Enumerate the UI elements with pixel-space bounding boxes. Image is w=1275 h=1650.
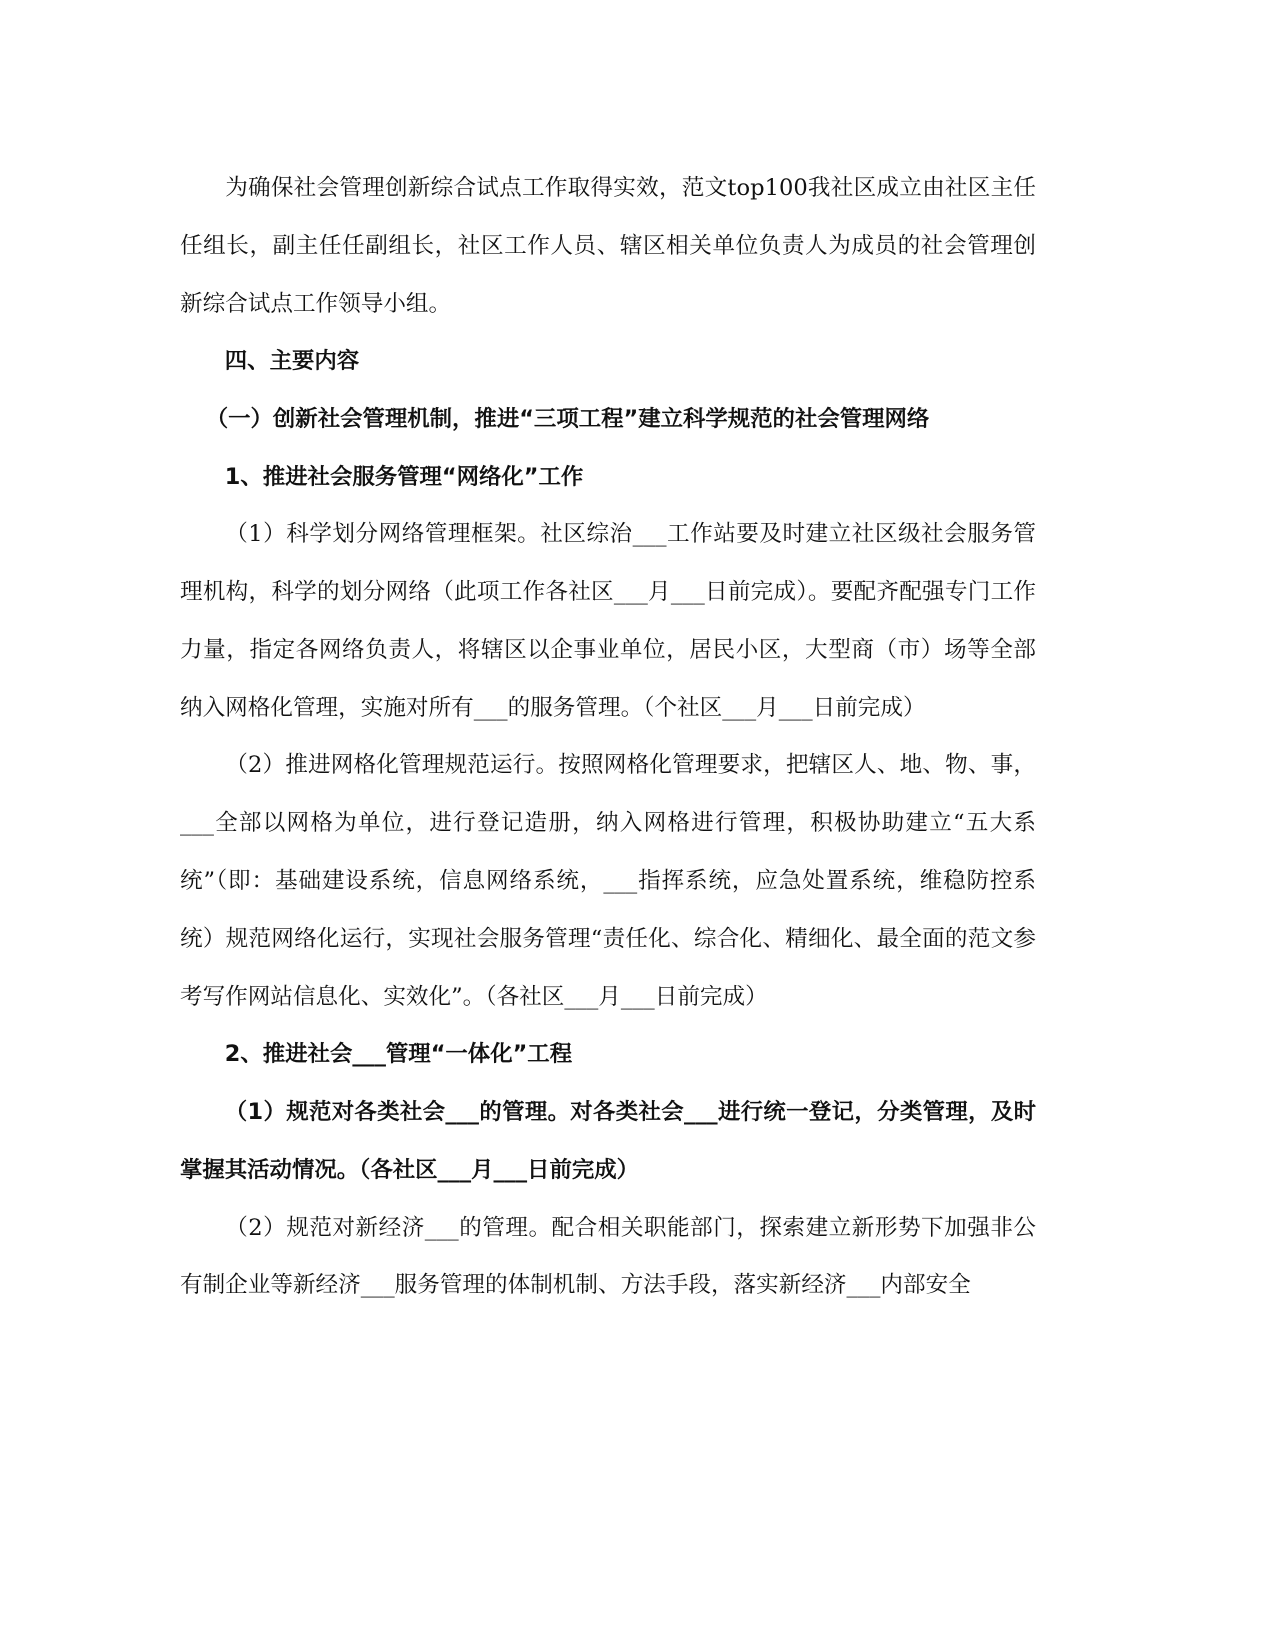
paragraph-network-framework: （1）科学划分网络管理框架。社区综治___工作站要及时建立社区级社会服务管理机构，科学的划分网络（此项工作各社区___月___日前完成）。要配齐配强专门工作力量，指定各网络负责人，将辖区以企事业单位，居民小区，大型商（市）场等全部纳入网格化管理，实施对所有___的服务管理。（个社区___月___日前完成） — [180, 521, 1036, 721]
paragraph-new-economy: （2）规范对新经济___的管理。配合相关职能部门，探索建立新形势下加强非公有制企业等新经济___服务管理的体制机制、方法手段，落实新经济___内部安全 — [180, 1214, 1036, 1299]
section-heading-main-content: 四、主要内容 — [224, 348, 360, 375]
subsection-heading-1: （一）创新社会管理机制，推进“三项工程”建立科学规范的社会管理网络 — [205, 405, 930, 432]
item-heading-networking: 1、推进社会服务管理“网络化”工作 — [224, 463, 584, 490]
paragraph-social-organizations: （1）规范对各类社会___的管理。对各类社会___进行统一登记，分类管理，及时掌握其活动情况。（各社区___月___日前完成） — [180, 1098, 1036, 1183]
document-body — [180, 160, 1036, 1315]
paragraph-grid-management: （2）推进网格化管理规范运行。按照网格化管理要求，把辖区人、地、物、事，___全部以网格为单位，进行登记造册，纳入网格进行管理，积极协助建立“五大系统”（即：基础建设系统，信息网络系统，___指挥系统，应急处置系统，维稳防控系统）规范网络化运行，实现社会服务管理“责任化、综合化、精细化、最全面的范文参考写作网站信息化、实效化”。（各社区___月___日前完成） — [180, 752, 1036, 1010]
paragraph-intro: 为确保社会管理创新综合试点工作取得实效，范文top100我社区成立由社区主任任组长，副主任任副组长，社区工作人员、辖区相关单位负责人为成员的社会管理创新综合试点工作领导小组。 — [180, 175, 1036, 317]
item-heading-integration: 2、推进社会___管理“一体化”工程 — [224, 1041, 573, 1068]
